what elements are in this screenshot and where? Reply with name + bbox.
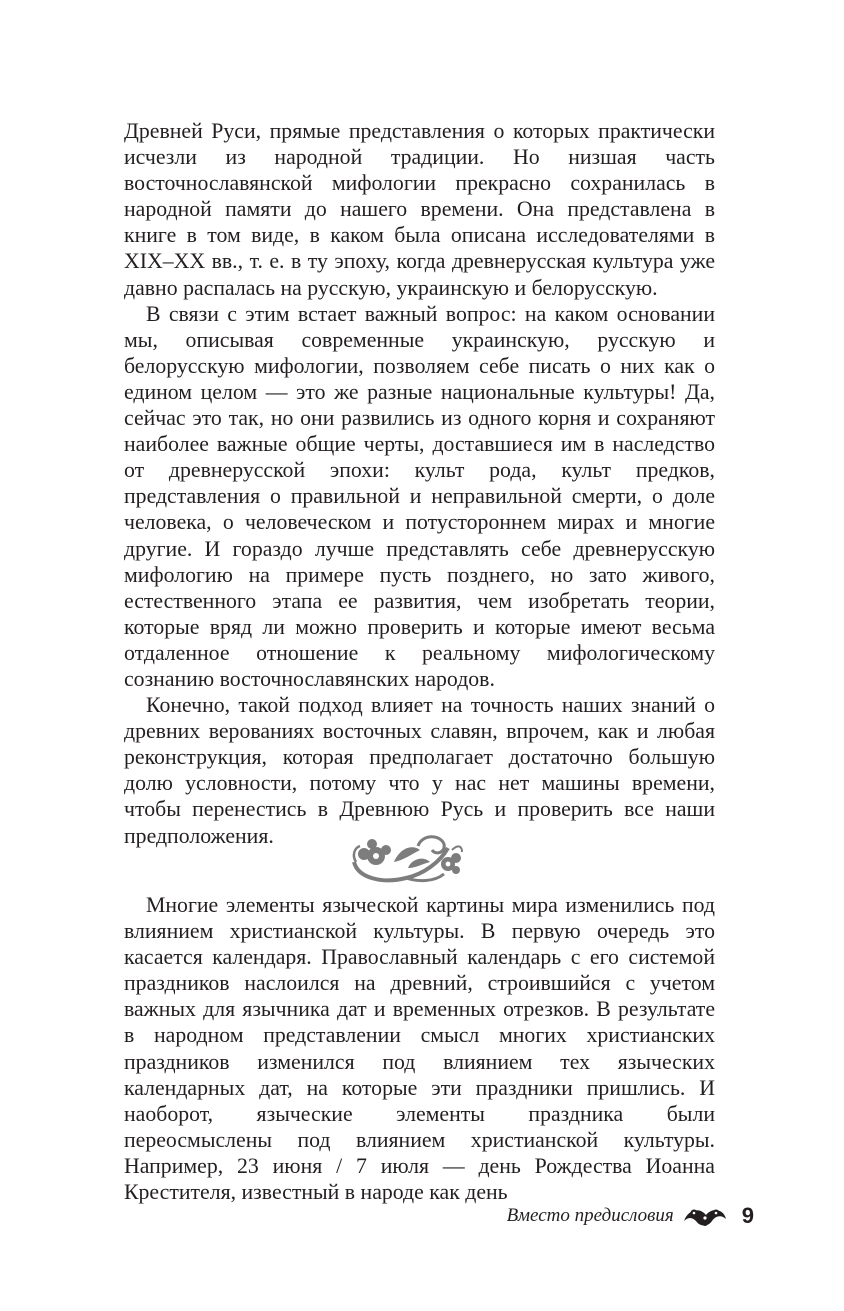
body-text-bottom <box>124 892 715 1205</box>
paragraph-1: Древней Руси, прямые представления о которых практически исчезли из народной традиции. Но низшая часть восточнославянской мифологии прекрасно сохранилась в народной памяти до нашего времени. Она представлена в книге в том виде, в каком была описана исследователями в XIX–XX вв., т. е. в ту эпоху, когда древнерусская культура уже давно распалась на русскую, украинскую и белорусскую. <box>124 119 715 300</box>
page-footer <box>507 1196 754 1236</box>
paragraph-4: Многие элементы языческой картины мира изменились под влиянием христианской культуры. В первую очередь это касается календаря. Православный календарь с его системой праздников наслоился на древний, строившийся с учетом важных для язычника дат и временных отрезков. В результате в народном представлении смысл многих христианских праздников изменился под влиянием тех языческих календарных дат, на которые эти праздники пришлись. И наоборот, языческие элементы праздника были переосмыслены под влиянием христианской культуры. Например, 23 июня / 7 июля — день Рождества Иоанна Крестителя, известный в народе как день <box>124 893 715 1205</box>
paragraph-3: Конечно, такой подход влияет на точность наших знаний о древних верованиях восточных славян, впрочем, как и любая реконструкция, которая предполагает достаточно большую долю условности, потому что у нас нет машины времени, чтобы перенестись в Древнюю Русь и проверить все наши предположения. <box>124 693 715 848</box>
floral-emblem-icon <box>682 1203 728 1229</box>
floral-ornament-icon <box>348 832 464 890</box>
paragraph-2: В связи с этим встает важный вопрос: на каком основании мы, описывая современные украинскую, русскую и белорусскую мифологии, позволяем себе писать о них как о едином целом — это же разные национальные культуры! Да, сейчас это так, но они развились из одного корня и сохраняют наиболее важные общие черты, доставшиеся им в наследство от древнерусской эпохи: культ рода, культ предков, представления о правильной и неправильной смерти, о доле человека, о человеческом и потустороннем мирах и многие другие. И гораздо лучше представлять себе древнерусскую мифологию на примере пусть позднего, но зато живого, естественного этапа ее развития, чем изобретать теории, которые вряд ли можно проверить и которые имеют весьма отдаленное отношение к реальному мифологическому сознанию восточнославянских народов. <box>124 301 715 691</box>
running-head: Вместо предисловия <box>506 1205 674 1226</box>
page-number: 9 <box>741 1203 754 1228</box>
body-text-top <box>124 118 715 849</box>
